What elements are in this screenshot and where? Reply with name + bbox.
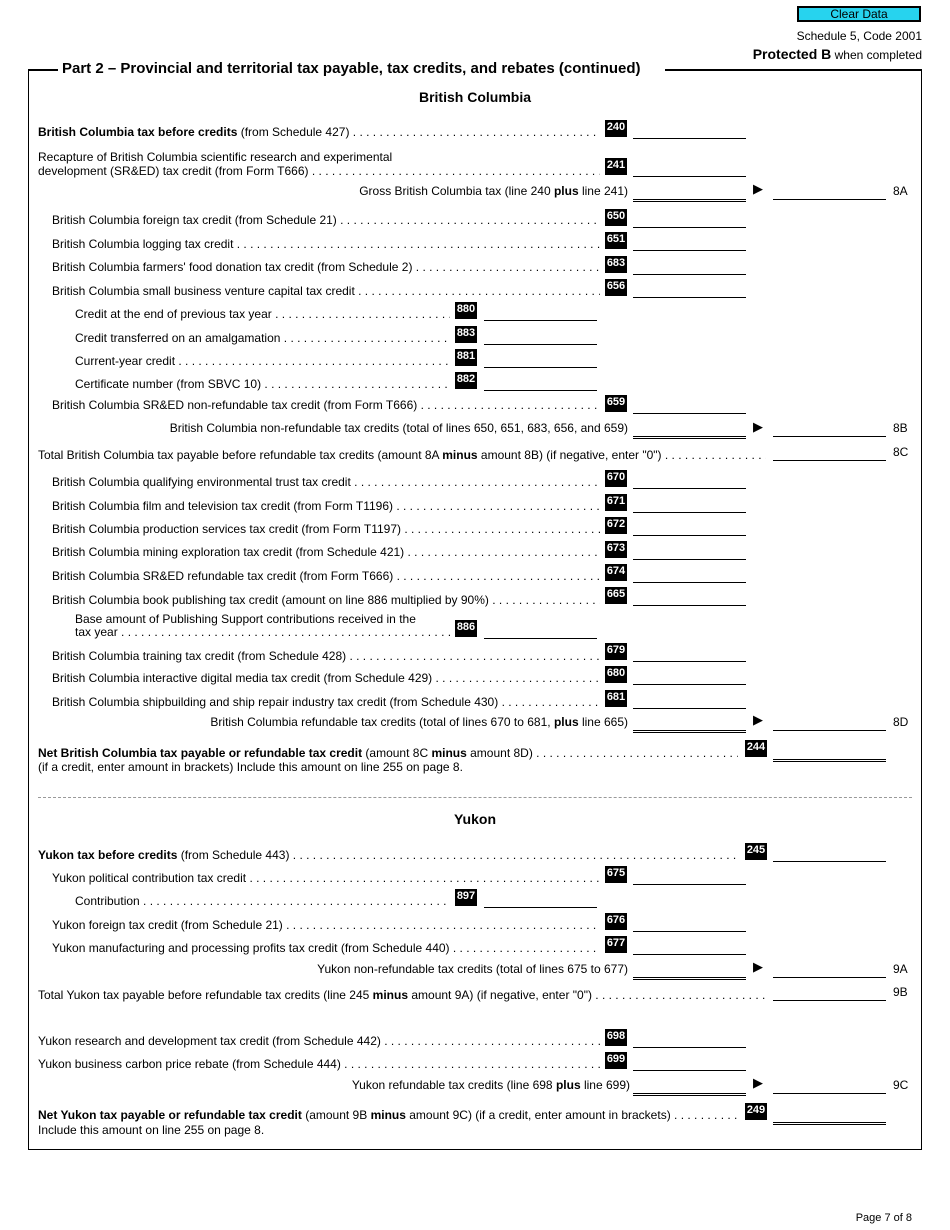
line-670-label: British Columbia qualifying environmental trust tax credit . . . — [52, 475, 600, 489]
label-8b: 8B — [893, 421, 908, 435]
code-670: 670 — [605, 470, 627, 487]
line-882-label: Certificate number (from SBVC 10) . . . — [75, 377, 450, 391]
field-241[interactable] — [633, 176, 746, 177]
arrow-right-icon: ▶ — [753, 712, 763, 727]
line-245-label: Yukon tax before credits (from Schedule 443) . . . — [38, 848, 738, 862]
code-881: 881 — [455, 349, 477, 366]
arrow-right-icon: ▶ — [753, 1075, 763, 1090]
field-245[interactable] — [773, 861, 886, 862]
line-699-label: Yukon business carbon price rebate (from Schedule 444) . . . — [38, 1057, 600, 1071]
yukon-nonrefundable-subtotal — [633, 977, 746, 980]
line-681-label: British Columbia shipbuilding and ship repair industry tax credit (from Schedule 430) . . . — [52, 695, 600, 709]
code-245: 245 — [745, 843, 767, 860]
label-9c: 9C — [893, 1078, 909, 1092]
field-665[interactable] — [633, 605, 746, 606]
code-656: 656 — [605, 279, 627, 296]
line-241-label-2: development (SR&ED) tax credit (from Form T666) . . . — [38, 164, 600, 178]
bc-nonrefundable-subtotal — [633, 436, 746, 439]
field-240[interactable] — [633, 138, 746, 139]
field-8c[interactable] — [773, 460, 886, 461]
field-680[interactable] — [633, 684, 746, 685]
field-671[interactable] — [633, 512, 746, 513]
field-676[interactable] — [633, 931, 746, 932]
field-673[interactable] — [633, 559, 746, 560]
code-882: 882 — [455, 372, 477, 389]
field-670[interactable] — [633, 488, 746, 489]
code-698: 698 — [605, 1029, 627, 1046]
line-886-label-1: Base amount of Publishing Support contributions received in the — [75, 612, 416, 626]
line-881-label: Current-year credit . . . — [75, 354, 450, 368]
code-673: 673 — [605, 541, 627, 558]
line-675-label: Yukon political contribution tax credit . . . — [52, 871, 600, 885]
line-897-label: Contribution . . . — [75, 894, 450, 908]
line-650-label: British Columbia foreign tax credit (from Schedule 21) . . . — [52, 213, 600, 227]
field-880[interactable] — [484, 320, 597, 321]
yukon-refundable-subtotal — [633, 1093, 746, 1096]
field-886[interactable] — [484, 638, 597, 639]
code-672: 672 — [605, 517, 627, 534]
line-680-label: British Columbia interactive digital media tax credit (from Schedule 429) . . . — [52, 671, 600, 685]
line-241-label-1: Recapture of British Columbia scientific research and experimental — [38, 150, 393, 164]
code-679: 679 — [605, 643, 627, 660]
field-672[interactable] — [633, 535, 746, 536]
yukon-section-title: Yukon — [453, 811, 496, 827]
clear-data-button[interactable]: Clear Data — [797, 6, 921, 22]
yukon-net-label: Net Yukon tax payable or refundable tax credit (amount 9B minus amount 9C) (if a credit, enter amount in brackets) . . . — [38, 1108, 738, 1122]
line-673-label: British Columbia mining exploration tax credit (from Schedule 421) . . . — [52, 545, 600, 559]
line-651-label: British Columbia logging tax credit . . . — [52, 237, 600, 251]
field-699[interactable] — [633, 1070, 746, 1071]
code-675: 675 — [605, 866, 627, 883]
line-656-label: British Columbia small business venture capital tax credit . . . — [52, 284, 600, 298]
field-9c[interactable] — [773, 1093, 886, 1094]
field-9b[interactable] — [773, 1000, 886, 1001]
protected-notice: Protected B when completed — [752, 46, 922, 62]
arrow-right-icon: ▶ — [753, 419, 763, 434]
field-659[interactable] — [633, 413, 746, 414]
code-674: 674 — [605, 564, 627, 581]
line-671-label: British Columbia film and television tax credit (from Form T1196) . . . — [52, 499, 600, 513]
yukon-net-note: Include this amount on line 255 on page 8. — [38, 1123, 265, 1137]
field-882[interactable] — [484, 390, 597, 391]
part-title: Part 2 – Provincial and territorial tax payable, tax credits, and rebates (continued) — [62, 60, 641, 77]
code-651: 651 — [605, 232, 627, 249]
code-699: 699 — [605, 1052, 627, 1069]
code-676: 676 — [605, 913, 627, 930]
line-698-label: Yukon research and development tax credit (from Schedule 442) . . . — [38, 1034, 600, 1048]
field-883[interactable] — [484, 344, 597, 345]
code-249: 249 — [745, 1103, 767, 1120]
field-881[interactable] — [484, 367, 597, 368]
line-880-label: Credit at the end of previous tax year . . . — [75, 307, 450, 321]
label-9a: 9A — [893, 962, 908, 976]
yukon-refundable-label: Yukon refundable tax credits (line 698 plus line 699) — [351, 1078, 630, 1092]
frame-top-right — [665, 69, 922, 71]
field-650[interactable] — [633, 227, 746, 228]
field-249[interactable] — [773, 1122, 886, 1125]
line-240-label: British Columbia tax before credits (from Schedule 427) . . . — [38, 125, 600, 139]
line-679-label: British Columbia training tax credit (from Schedule 428) . . . — [52, 649, 600, 663]
field-679[interactable] — [633, 661, 746, 662]
yukon-total-9b-label: Total Yukon tax payable before refundable tax credits (line 245 minus amount 9A) (if negative, enter "0") . . . — [38, 988, 766, 1002]
bc-nonrefundable-label: British Columbia non-refundable tax credits (total of lines 650, 651, 683, 656, and 659) — [169, 421, 628, 435]
field-675[interactable] — [633, 884, 746, 885]
label-8c: 8C — [893, 445, 909, 459]
field-677[interactable] — [633, 954, 746, 955]
code-886: 886 — [455, 620, 477, 637]
line-659-label: British Columbia SR&ED non-refundable tax credit (from Form T666) . . . — [52, 398, 600, 412]
bc-refundable-label: British Columbia refundable tax credits (total of lines 670 to 681, plus line 665) — [210, 715, 628, 729]
page-number: Page 7 of 8 — [855, 1212, 912, 1224]
code-677: 677 — [605, 936, 627, 953]
bc-net-note: (if a credit, enter amount in brackets) Include this amount on line 255 on page 8. — [38, 760, 463, 774]
bc-total-8c-label: Total British Columbia tax payable before refundable tax credits (amount 8A minus amount 8B) (if negative, enter "0") . . . — [38, 448, 766, 462]
arrow-right-icon: ▶ — [753, 181, 763, 196]
yukon-nonrefundable-label: Yukon non-refundable tax credits (total of lines 675 to 677) — [317, 962, 628, 976]
line-683-label: British Columbia farmers' food donation tax credit (from Schedule 2) . . . — [52, 260, 600, 274]
line-886-label-2: tax year . . . — [75, 625, 450, 639]
code-680: 680 — [605, 666, 627, 683]
field-9a[interactable] — [773, 977, 886, 978]
code-244: 244 — [745, 740, 767, 757]
code-650: 650 — [605, 209, 627, 226]
frame-top-left — [28, 69, 58, 71]
code-240: 240 — [605, 120, 627, 137]
code-880: 880 — [455, 302, 477, 319]
bc-section-title: British Columbia — [418, 89, 531, 105]
line-672-label: British Columbia production services tax credit (from Form T1197) . . . — [52, 522, 600, 536]
line-883-label: Credit transferred on an amalgamation . . . — [75, 331, 450, 345]
line-674-label: British Columbia SR&ED refundable tax credit (from Form T666) . . . — [52, 569, 600, 583]
field-8b[interactable] — [773, 436, 886, 437]
section-divider — [38, 797, 912, 798]
field-698[interactable] — [633, 1047, 746, 1048]
code-665: 665 — [605, 587, 627, 604]
gross-bc-subtotal — [633, 199, 746, 202]
field-674[interactable] — [633, 582, 746, 583]
field-656[interactable] — [633, 297, 746, 298]
label-8d: 8D — [893, 715, 909, 729]
field-683[interactable] — [633, 274, 746, 275]
code-683: 683 — [605, 256, 627, 273]
line-665-label: British Columbia book publishing tax credit (amount on line 886 multiplied by 90%) . . . — [52, 593, 600, 607]
field-8a[interactable] — [773, 199, 886, 200]
label-8a: 8A — [893, 184, 908, 198]
code-883: 883 — [455, 326, 477, 343]
code-241: 241 — [605, 158, 627, 175]
gross-bc-label: Gross British Columbia tax (line 240 plus line 241) — [359, 184, 628, 198]
line-677-label: Yukon manufacturing and processing profits tax credit (from Schedule 440) . . . — [52, 941, 600, 955]
code-897: 897 — [455, 889, 477, 906]
field-8d[interactable] — [773, 730, 886, 731]
field-244[interactable] — [773, 759, 886, 762]
code-659: 659 — [605, 395, 627, 412]
code-681: 681 — [605, 690, 627, 707]
field-897[interactable] — [484, 907, 597, 908]
schedule-code: Schedule 5, Code 2001 — [796, 29, 922, 43]
arrow-right-icon: ▶ — [753, 959, 763, 974]
field-651[interactable] — [633, 250, 746, 251]
bc-refundable-subtotal — [633, 730, 746, 733]
line-676-label: Yukon foreign tax credit (from Schedule 21) . . . — [52, 918, 600, 932]
label-9b: 9B — [893, 985, 908, 999]
code-671: 671 — [605, 494, 627, 511]
field-681[interactable] — [633, 708, 746, 709]
bc-net-label: Net British Columbia tax payable or refundable tax credit (amount 8C minus amount 8D) . . . — [38, 746, 738, 760]
